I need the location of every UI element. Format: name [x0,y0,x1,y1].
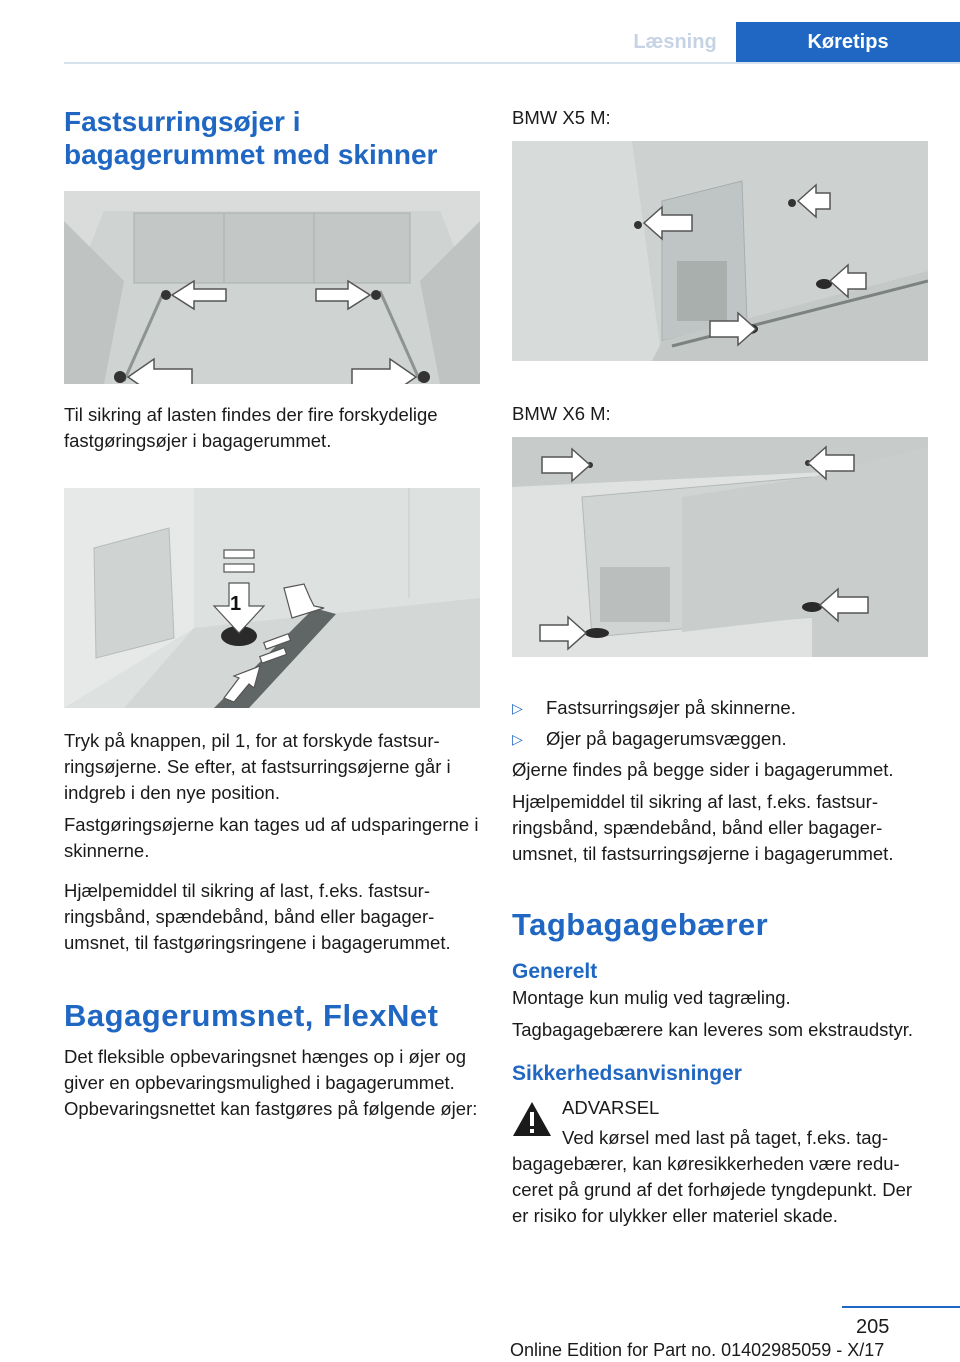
label-bmw-x6m: BMW X6 M: [512,403,611,424]
warning-label: ADVARSEL [562,1097,660,1118]
left-para-1: Tryk på knappen, pil 1, for at forskyde fastsurringsøjerne. Se efter, at fastsurringsøjerne går i indgreb i den nye position. [64,730,451,803]
section-title-roof-rack: Tagbagagebærer [512,907,769,942]
warning-block [512,1095,928,1229]
tab-koeretips[interactable]: Køretips [736,22,960,62]
label-bmw-x5m: BMW X5 M: [512,107,611,128]
header-divider [64,62,960,64]
left-para-3: Hjælpemiddel til sikring af last, f.eks. fastsurringsbånd, spændebånd, bånd eller bagagerumsnet, til fastgøringsringene i bagagerummet. [64,880,451,953]
triangle-bullet-icon: ▷ [512,700,523,716]
page-number: 205 [856,1316,890,1338]
warning-triangle-icon [512,1101,552,1137]
figure-x5m-trunk [512,141,928,361]
subtitle-general: Generelt [512,960,598,983]
figure-rail-button [64,488,480,708]
footer-divider [842,1306,960,1308]
triangle-bullet-icon: ▷ [512,731,523,747]
list-item: ▷ Fastsurringsøjer på skinnerne. [512,695,928,721]
warning-text: Ved kørsel med last på taget, f.eks. tagbagagebærer, kan køresikkerheden være reduceret på grund af det forhøjede tyngdepunkt. Der er risiko for ulykker eller materiel skade. [512,1127,913,1226]
general-para-2: Tagbagagebærere kan leveres som ekstraudstyr. [512,1019,914,1040]
section-title-flexnet: Bagagerumsnet, FlexNet [64,998,439,1033]
general-para-1: Montage kun mulig ved tagræling. [512,987,791,1008]
eye-list [512,695,928,752]
fig1-caption: Til sikring af lasten findes der fire forskydelige fastgøringsøjer i bagagerummet. [64,404,438,451]
subtitle-safety: Sikkerhedsanvisninger [512,1062,742,1085]
figure-x6m-trunk [512,437,928,657]
tab-laesning[interactable]: Læsning [633,31,717,53]
right-para-2: Hjælpemiddel til sikring af last, f.eks. fastsurringsbånd, spændebånd, bånd eller bagagerumsnet, til fastsurringsøjerne i bagagerummet. [512,791,894,864]
section-title-lashing-eyes: Fastsurringsøjer i bagagerummet med skinner [64,106,438,170]
figure-cargo-floor-eyes [64,191,480,384]
left-column [64,105,480,1122]
list-item: ▷ Øjer på bagagerumsvæggen. [512,726,928,752]
left-para-4: Det fleksible opbevaringsnet hænges op i øjer og giver en opbevaringsmulighed i bagagerummet. Opbevaringsnettet kan fastgøres på følgende øjer: [64,1046,478,1119]
left-para-2: Fastgøringsøjerne kan tages ud af udsparingerne i skinnerne. [64,814,479,861]
right-column [512,105,928,1229]
fig2-callout-label: 1 [230,593,242,615]
right-para-1: Øjerne findes på begge sider i bagagerummet. [512,759,894,780]
edition-note: Online Edition for Part no. 01402985059 - X/17 [510,1340,885,1360]
